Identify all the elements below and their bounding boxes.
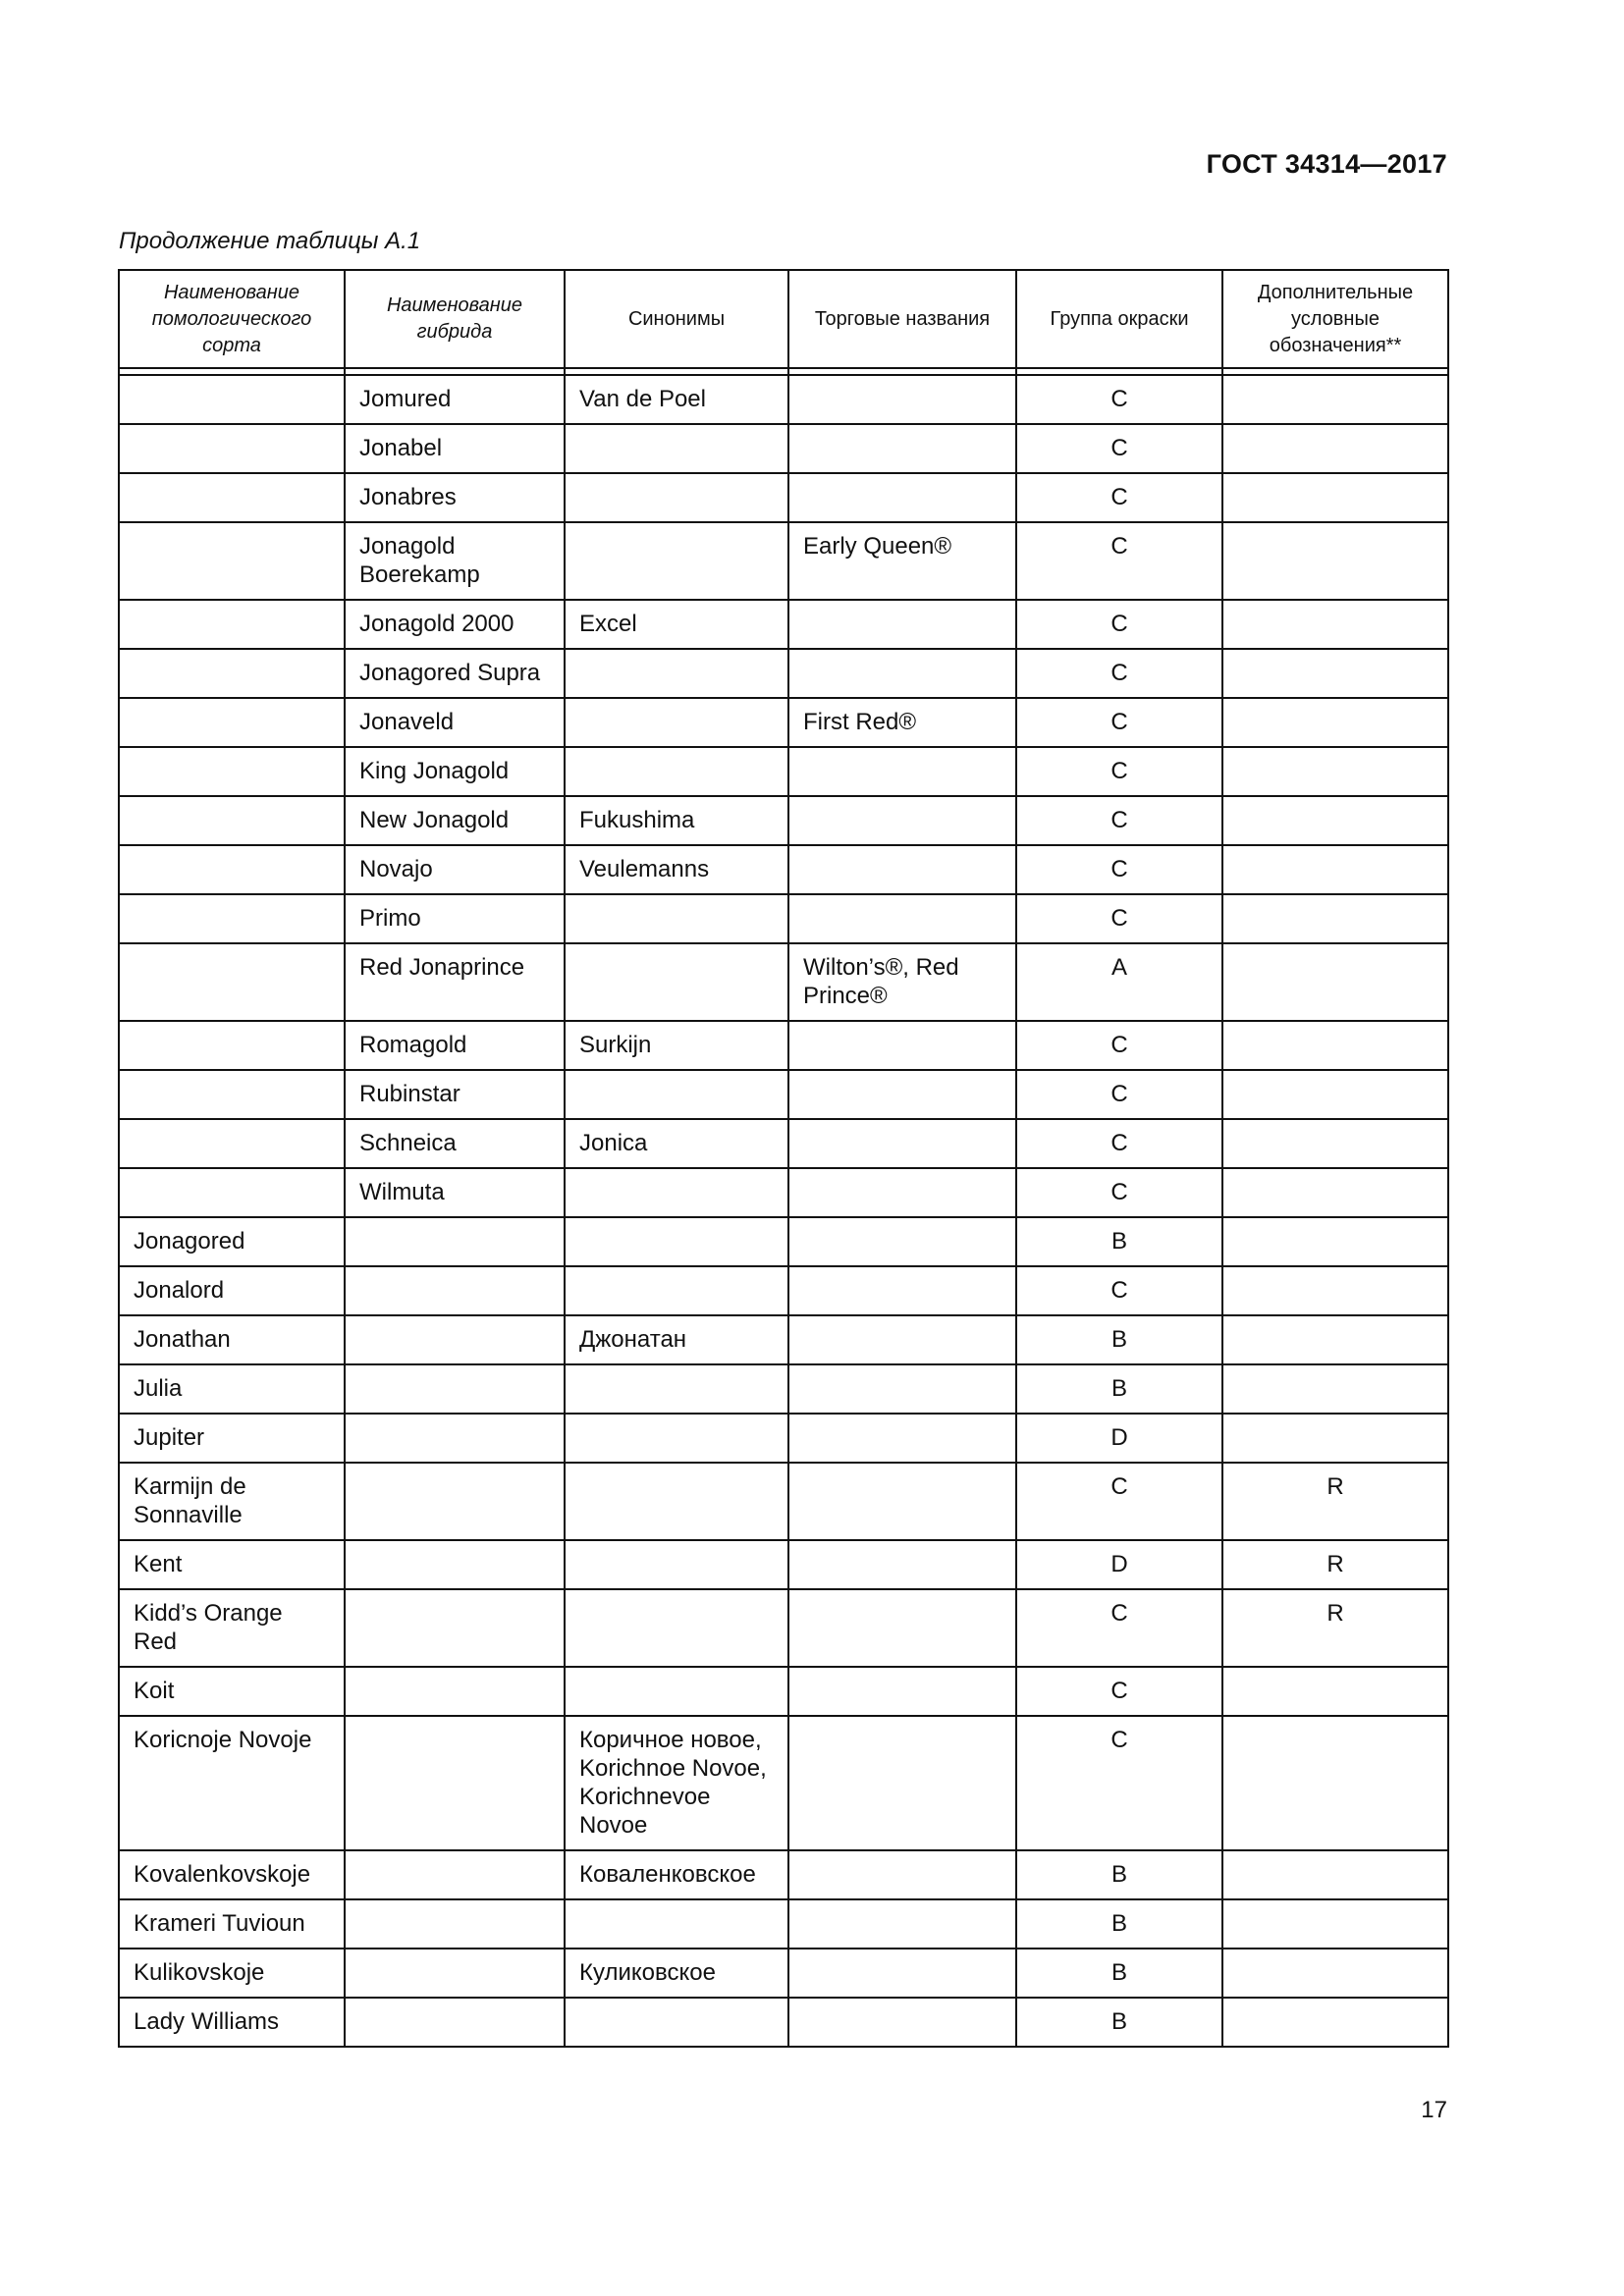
cell-synonyms: Коричное новое, Korichnoe Novoe, Korichnevoe Novoe xyxy=(565,1716,788,1850)
cell-color-group: B xyxy=(1016,1949,1222,1998)
cell-variety xyxy=(119,1021,345,1070)
table-row xyxy=(119,522,1448,600)
cell-extra-mark xyxy=(1222,796,1448,845)
table-row xyxy=(119,1168,1448,1217)
cell-color-group: B xyxy=(1016,1998,1222,2047)
cell-variety: Krameri Tuvioun xyxy=(119,1899,345,1949)
table-row xyxy=(119,1540,1448,1589)
cell-extra-mark xyxy=(1222,649,1448,698)
cell-trade-name: First Red® xyxy=(788,698,1016,747)
table-row xyxy=(119,1070,1448,1119)
cell-hybrid xyxy=(345,1540,565,1589)
cell-extra-mark xyxy=(1222,1021,1448,1070)
table-row xyxy=(119,649,1448,698)
cell-extra-mark xyxy=(1222,473,1448,522)
cell-synonyms xyxy=(565,1168,788,1217)
cell-hybrid: New Jonagold xyxy=(345,796,565,845)
table-row xyxy=(119,424,1448,473)
table-row xyxy=(119,1589,1448,1667)
cell-hybrid xyxy=(345,1315,565,1364)
cell-trade-name xyxy=(788,747,1016,796)
cell-trade-name xyxy=(788,1217,1016,1266)
cell-synonyms xyxy=(565,1266,788,1315)
cell-color-group: D xyxy=(1016,1540,1222,1589)
cell-color-group: C xyxy=(1016,698,1222,747)
cell-color-group: C xyxy=(1016,747,1222,796)
cell-extra-mark: R xyxy=(1222,1540,1448,1589)
cell-extra-mark xyxy=(1222,424,1448,473)
cell-variety: Kent xyxy=(119,1540,345,1589)
cell-hybrid xyxy=(345,1589,565,1667)
cell-extra-mark xyxy=(1222,747,1448,796)
cell-color-group: C xyxy=(1016,1266,1222,1315)
cell-extra-mark xyxy=(1222,1998,1448,2047)
cell-hybrid: Red Jonaprince xyxy=(345,943,565,1021)
cell-variety xyxy=(119,600,345,649)
cell-variety: Kidd’s Orange Red xyxy=(119,1589,345,1667)
cell-color-group: A xyxy=(1016,943,1222,1021)
cell-variety xyxy=(119,1119,345,1168)
table-row xyxy=(119,1850,1448,1899)
cell-variety xyxy=(119,424,345,473)
cell-variety: Jupiter xyxy=(119,1414,345,1463)
cell-color-group: B xyxy=(1016,1315,1222,1364)
cell-variety xyxy=(119,522,345,600)
cell-extra-mark xyxy=(1222,1364,1448,1414)
cell-synonyms xyxy=(565,1217,788,1266)
cell-trade-name xyxy=(788,1315,1016,1364)
cell-extra-mark xyxy=(1222,1949,1448,1998)
cell-hybrid: Primo xyxy=(345,894,565,943)
cell-hybrid: King Jonagold xyxy=(345,747,565,796)
cell-extra-mark xyxy=(1222,1119,1448,1168)
cell-hybrid: Rubinstar xyxy=(345,1070,565,1119)
cell-synonyms xyxy=(565,649,788,698)
cell-hybrid: Jonagored Supra xyxy=(345,649,565,698)
table-row xyxy=(119,1119,1448,1168)
cell-hybrid xyxy=(345,1899,565,1949)
cell-trade-name xyxy=(788,1070,1016,1119)
cell-hybrid xyxy=(345,1716,565,1850)
cell-extra-mark xyxy=(1222,1217,1448,1266)
cell-extra-mark xyxy=(1222,1899,1448,1949)
cell-variety xyxy=(119,1070,345,1119)
cell-synonyms: Куликовское xyxy=(565,1949,788,1998)
cell-synonyms: Джонатан xyxy=(565,1315,788,1364)
table-row xyxy=(119,894,1448,943)
cell-synonyms xyxy=(565,1414,788,1463)
cell-trade-name xyxy=(788,375,1016,424)
table-row xyxy=(119,1021,1448,1070)
cell-hybrid xyxy=(345,1667,565,1716)
cell-trade-name xyxy=(788,1414,1016,1463)
cell-variety: Karmijn de Sonnaville xyxy=(119,1463,345,1540)
cell-color-group: C xyxy=(1016,1168,1222,1217)
cell-trade-name xyxy=(788,424,1016,473)
cell-hybrid: Jonagold 2000 xyxy=(345,600,565,649)
cell-color-group: C xyxy=(1016,1589,1222,1667)
table-row xyxy=(119,1217,1448,1266)
cell-color-group: C xyxy=(1016,424,1222,473)
cell-color-group: C xyxy=(1016,649,1222,698)
cell-color-group: B xyxy=(1016,1217,1222,1266)
cell-synonyms: Jonica xyxy=(565,1119,788,1168)
cell-synonyms xyxy=(565,1070,788,1119)
cell-synonyms: Коваленковское xyxy=(565,1850,788,1899)
page-number: 17 xyxy=(1421,2097,1447,2123)
cell-extra-mark xyxy=(1222,845,1448,894)
cell-hybrid xyxy=(345,1414,565,1463)
cell-synonyms: Fukushima xyxy=(565,796,788,845)
cell-trade-name xyxy=(788,1998,1016,2047)
cell-synonyms xyxy=(565,473,788,522)
cell-variety xyxy=(119,943,345,1021)
cell-extra-mark xyxy=(1222,698,1448,747)
cell-hybrid xyxy=(345,1364,565,1414)
cell-hybrid: Jonaveld xyxy=(345,698,565,747)
table-row xyxy=(119,1315,1448,1364)
cell-color-group: C xyxy=(1016,1716,1222,1850)
cell-extra-mark xyxy=(1222,1414,1448,1463)
cell-variety: Lady Williams xyxy=(119,1998,345,2047)
cell-hybrid: Jonagold Boerekamp xyxy=(345,522,565,600)
cell-trade-name xyxy=(788,1021,1016,1070)
cell-extra-mark xyxy=(1222,1315,1448,1364)
cell-color-group: C xyxy=(1016,473,1222,522)
cell-trade-name xyxy=(788,1364,1016,1414)
cell-trade-name xyxy=(788,1540,1016,1589)
cell-synonyms xyxy=(565,522,788,600)
cell-synonyms xyxy=(565,1540,788,1589)
cell-color-group: C xyxy=(1016,1119,1222,1168)
table-row xyxy=(119,600,1448,649)
table-row xyxy=(119,473,1448,522)
cell-extra-mark xyxy=(1222,375,1448,424)
col-header-trade-names: Торговые названия xyxy=(788,270,1016,368)
cell-extra-mark xyxy=(1222,894,1448,943)
header-separator xyxy=(119,368,1448,375)
cell-trade-name xyxy=(788,1119,1016,1168)
cell-synonyms xyxy=(565,698,788,747)
col-header-extra-marks: Дополнительные условные обозначения** xyxy=(1222,270,1448,368)
cell-synonyms xyxy=(565,1998,788,2047)
cell-hybrid: Jonabel xyxy=(345,424,565,473)
table-row xyxy=(119,1266,1448,1315)
col-header-hybrid: Наименование гибрида xyxy=(345,270,565,368)
cell-synonyms xyxy=(565,1589,788,1667)
cell-variety xyxy=(119,796,345,845)
cell-synonyms xyxy=(565,1667,788,1716)
cell-synonyms: Van de Poel xyxy=(565,375,788,424)
table-row xyxy=(119,1667,1448,1716)
table-caption: Продолжение таблицы А.1 xyxy=(119,228,421,254)
cell-color-group: C xyxy=(1016,796,1222,845)
cell-extra-mark xyxy=(1222,1850,1448,1899)
cell-variety xyxy=(119,845,345,894)
cell-variety xyxy=(119,894,345,943)
cell-color-group: B xyxy=(1016,1899,1222,1949)
cell-synonyms: Surkijn xyxy=(565,1021,788,1070)
cell-variety: Koit xyxy=(119,1667,345,1716)
cell-synonyms xyxy=(565,943,788,1021)
table-row xyxy=(119,1949,1448,1998)
cell-extra-mark xyxy=(1222,943,1448,1021)
col-header-variety: Наименование помологического сорта xyxy=(119,270,345,368)
cell-variety xyxy=(119,698,345,747)
cell-hybrid: Romagold xyxy=(345,1021,565,1070)
cell-color-group: B xyxy=(1016,1850,1222,1899)
cell-trade-name xyxy=(788,894,1016,943)
table-row xyxy=(119,698,1448,747)
table-row xyxy=(119,1998,1448,2047)
cell-hybrid: Jomured xyxy=(345,375,565,424)
cell-extra-mark xyxy=(1222,1070,1448,1119)
table-row xyxy=(119,943,1448,1021)
cell-hybrid xyxy=(345,1998,565,2047)
table-row xyxy=(119,845,1448,894)
cell-hybrid xyxy=(345,1266,565,1315)
cell-trade-name xyxy=(788,1850,1016,1899)
table-row xyxy=(119,1899,1448,1949)
cell-variety: Koricnoje Novoje xyxy=(119,1716,345,1850)
cell-variety xyxy=(119,1168,345,1217)
cell-extra-mark xyxy=(1222,1266,1448,1315)
cell-variety xyxy=(119,747,345,796)
cell-hybrid xyxy=(345,1850,565,1899)
cell-trade-name xyxy=(788,1716,1016,1850)
cell-color-group: C xyxy=(1016,1667,1222,1716)
cell-synonyms xyxy=(565,1899,788,1949)
table-row xyxy=(119,1716,1448,1850)
cell-color-group: D xyxy=(1016,1414,1222,1463)
col-header-color-group: Группа окраски xyxy=(1016,270,1222,368)
table-row xyxy=(119,1364,1448,1414)
cell-color-group: C xyxy=(1016,845,1222,894)
cell-hybrid: Novajo xyxy=(345,845,565,894)
cell-hybrid: Schneica xyxy=(345,1119,565,1168)
cell-trade-name xyxy=(788,845,1016,894)
cell-color-group: C xyxy=(1016,522,1222,600)
cell-trade-name xyxy=(788,649,1016,698)
cell-color-group: C xyxy=(1016,1070,1222,1119)
cell-trade-name xyxy=(788,1589,1016,1667)
cell-color-group: C xyxy=(1016,1463,1222,1540)
cell-extra-mark xyxy=(1222,522,1448,600)
header-row xyxy=(119,270,1448,368)
cell-trade-name xyxy=(788,1168,1016,1217)
varieties-table xyxy=(118,269,1449,2048)
cell-synonyms: Excel xyxy=(565,600,788,649)
col-header-synonyms: Синонимы xyxy=(565,270,788,368)
cell-extra-mark: R xyxy=(1222,1463,1448,1540)
cell-variety: Kovalenkovskoje xyxy=(119,1850,345,1899)
cell-synonyms xyxy=(565,894,788,943)
cell-trade-name: Early Queen® xyxy=(788,522,1016,600)
cell-color-group: C xyxy=(1016,375,1222,424)
cell-hybrid xyxy=(345,1217,565,1266)
cell-extra-mark xyxy=(1222,1667,1448,1716)
cell-variety xyxy=(119,473,345,522)
cell-trade-name xyxy=(788,796,1016,845)
cell-trade-name xyxy=(788,1266,1016,1315)
cell-trade-name xyxy=(788,473,1016,522)
table-row xyxy=(119,1414,1448,1463)
cell-variety: Jonalord xyxy=(119,1266,345,1315)
table-body xyxy=(119,368,1448,2047)
cell-color-group: C xyxy=(1016,894,1222,943)
cell-synonyms xyxy=(565,1364,788,1414)
cell-extra-mark: R xyxy=(1222,1589,1448,1667)
cell-synonyms xyxy=(565,747,788,796)
cell-trade-name xyxy=(788,600,1016,649)
cell-color-group: C xyxy=(1016,1021,1222,1070)
cell-synonyms xyxy=(565,1463,788,1540)
cell-extra-mark xyxy=(1222,1716,1448,1850)
cell-variety: Kulikovskoje xyxy=(119,1949,345,1998)
cell-variety: Julia xyxy=(119,1364,345,1414)
cell-trade-name xyxy=(788,1463,1016,1540)
cell-trade-name: Wilton’s®, Red Prince® xyxy=(788,943,1016,1021)
cell-variety xyxy=(119,375,345,424)
cell-trade-name xyxy=(788,1667,1016,1716)
cell-trade-name xyxy=(788,1949,1016,1998)
cell-variety: Jonagored xyxy=(119,1217,345,1266)
cell-variety: Jonathan xyxy=(119,1315,345,1364)
document-code: ГОСТ 34314—2017 xyxy=(1206,149,1447,179)
cell-hybrid xyxy=(345,1463,565,1540)
table-row xyxy=(119,1463,1448,1540)
cell-synonyms: Veulemanns xyxy=(565,845,788,894)
cell-variety xyxy=(119,649,345,698)
cell-trade-name xyxy=(788,1899,1016,1949)
cell-synonyms xyxy=(565,424,788,473)
table-row xyxy=(119,796,1448,845)
cell-color-group: C xyxy=(1016,600,1222,649)
cell-hybrid xyxy=(345,1949,565,1998)
cell-extra-mark xyxy=(1222,1168,1448,1217)
cell-hybrid: Jonabres xyxy=(345,473,565,522)
cell-hybrid: Wilmuta xyxy=(345,1168,565,1217)
cell-extra-mark xyxy=(1222,600,1448,649)
cell-color-group: B xyxy=(1016,1364,1222,1414)
table-row xyxy=(119,747,1448,796)
table-row xyxy=(119,375,1448,424)
